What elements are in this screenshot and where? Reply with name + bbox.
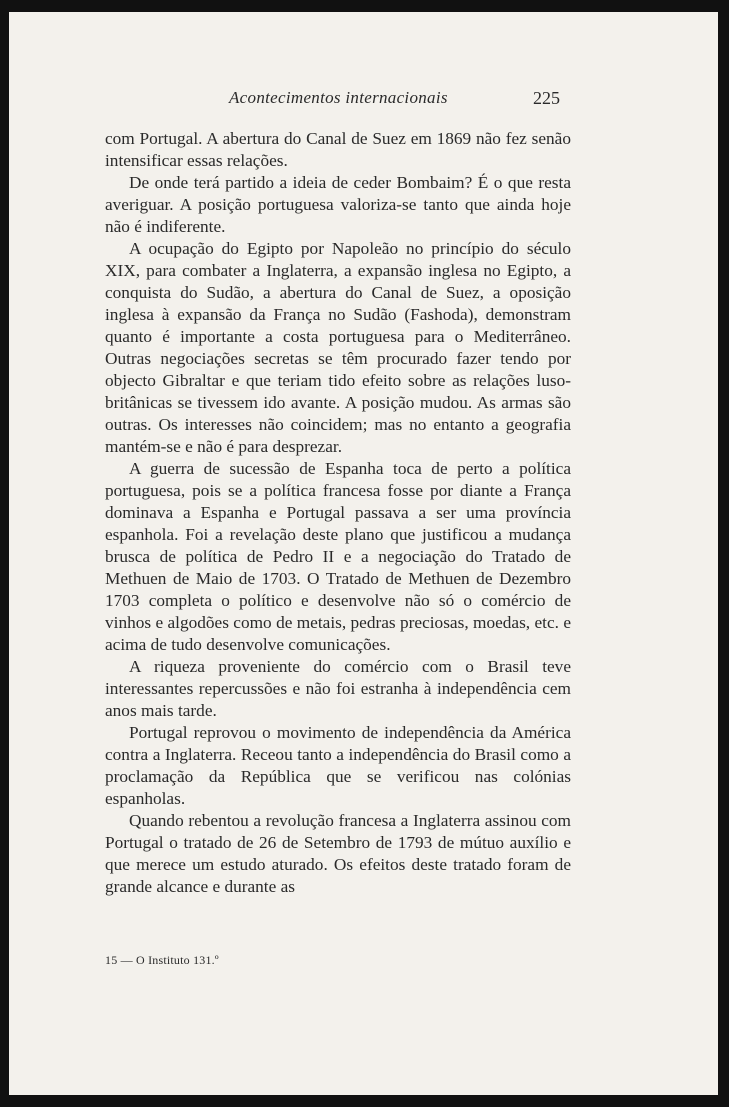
paragraph-2: De onde terá partido a ideia de ceder Bombaim? É o que resta averiguar. A posição portuguesa valoriza-se tanto que ainda hoje não é indiferente. [105,173,571,236]
page-number: 225 [533,88,560,108]
running-title: Acontecimentos internacionais [229,88,448,107]
book-page [9,12,718,1095]
paragraph-1: com Portugal. A abertura do Canal de Suez em 1869 não fez senão intensificar essas relações. [105,129,571,170]
footer-signature: 15 — O Instituto 131.º [105,953,219,967]
paragraph-6: Portugal reprovou o movimento de independência da América contra a Inglaterra. Receou tanto a independência do Brasil como a proclamação da República que se verificou nas colónias espanholas. [105,723,571,808]
page-header [9,88,718,118]
paragraph-3: A ocupação do Egipto por Napoleão no princípio do século XIX, para combater a Inglaterra, a expansão inglesa no Egipto, a conquista do Sudão, a abertura do Canal de Suez, a oposição inglesa à expansão da França no Sudão (Fashoda), demonstram quanto é importante a costa portuguesa para o Mediterrâneo. Outras negociações secretas se têm procurado fazer tendo por objecto Gibraltar e que teriam tido efeito sobre as relações luso-britânicas se tivessem ido avante. A posição mudou. As armas são outras. Os interesses não coincidem; mas no entanto a geografia mantém-se e não é para desprezar. [105,239,571,456]
body-text [105,128,571,898]
paragraph-4: A guerra de sucessão de Espanha toca de perto a política portuguesa, pois se a política francesa fosse por diante a França dominava a Espanha e Portugal passava a ser uma província espanhola. Foi a revelação deste plano que justificou a mudança brusca de política de Pedro II e a negociação do Tratado de Methuen de Maio de 1703. O Tratado de Methuen de Dezembro 1703 completa o político e desenvolve não só o comércio de vinhos e algodões como de metais, pedras preciosas, moedas, etc. e acima de tudo desenvolve comunicações. [105,459,571,654]
paragraph-5: A riqueza proveniente do comércio com o Brasil teve interessantes repercussões e não foi estranha à independência cem anos mais tarde. [105,657,571,720]
paragraph-7: Quando rebentou a revolução francesa a Inglaterra assinou com Portugal o tratado de 26 de Setembro de 1793 de mútuo auxílio e que merece um estudo aturado. Os efeitos deste tratado foram de grande alcance e durante as [105,811,571,896]
